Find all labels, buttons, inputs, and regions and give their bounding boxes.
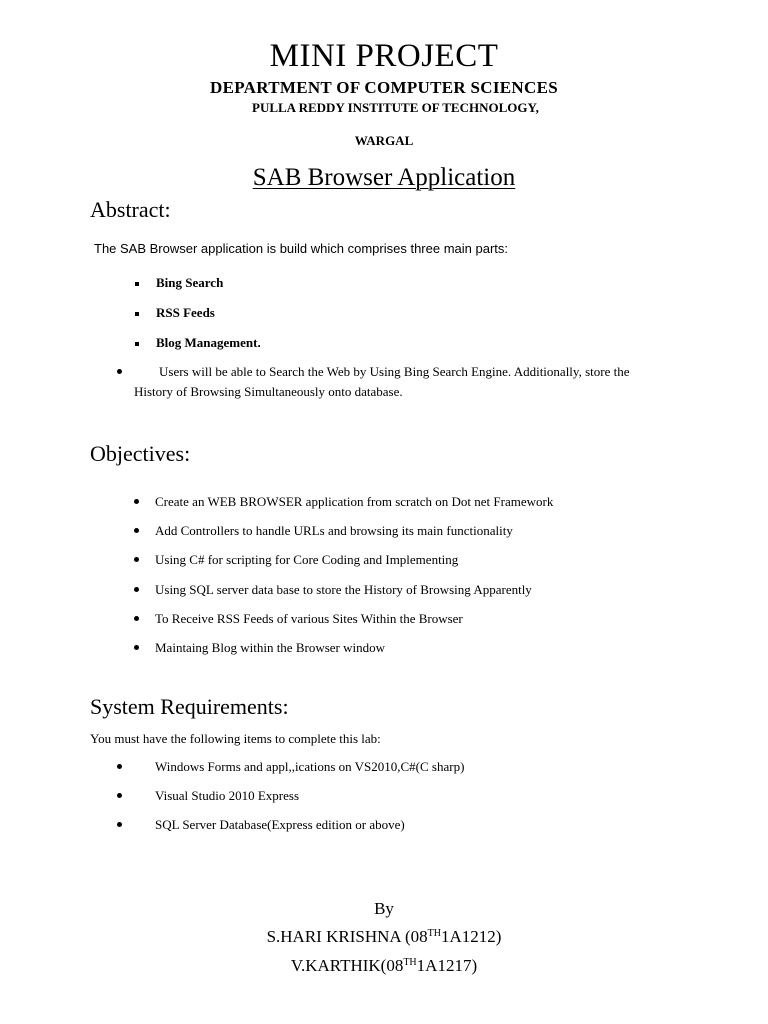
objective-item: Create an WEB BROWSER application from scratch on Dot net Framework <box>155 494 554 509</box>
square-bullet-icon <box>135 282 139 286</box>
requirement-item: Windows Forms and appl,,ications on VS2010,C#(C sharp) <box>155 759 465 774</box>
project-subtitle: SAB Browser Application <box>252 164 516 191</box>
requirement-item: SQL Server Database(Express edition or above) <box>155 817 405 832</box>
round-bullet-icon <box>134 528 139 533</box>
author-2-id: 1A1217) <box>416 956 478 975</box>
author-1-name: S.HARI KRISHNA (08 <box>266 927 428 946</box>
round-bullet-icon <box>134 587 139 592</box>
list-item: Blog Management. <box>156 335 261 350</box>
list-item: Bing Search <box>156 275 224 290</box>
round-bullet-icon <box>134 645 139 650</box>
objective-item: Using SQL server data base to store the History of Browsing Apparently <box>155 582 532 597</box>
author-2-name: V.KARTHIK(08 <box>290 956 404 975</box>
page-title: MINI PROJECT <box>269 38 499 74</box>
author-1-id: 1A1212) <box>440 927 502 946</box>
institute-name: PULLA REDDY INSTITUTE OF TECHNOLOGY, <box>252 100 539 115</box>
author-2-sup: TH <box>403 957 417 968</box>
abstract-intro: The SAB Browser application is build which comprises three main parts: <box>94 241 509 256</box>
list-item: RSS Feeds <box>156 305 215 320</box>
square-bullet-icon <box>135 312 139 316</box>
author-2 <box>0 956 768 976</box>
round-bullet-icon <box>134 557 139 562</box>
square-bullet-icon <box>135 342 139 346</box>
abstract-note-line: History of Browsing Simultaneously onto database. <box>134 384 403 399</box>
round-bullet-icon <box>117 369 122 374</box>
requirement-item: Visual Studio 2010 Express <box>155 788 300 803</box>
system-requirements-intro: You must have the following items to complete this lab: <box>90 731 381 746</box>
round-bullet-icon <box>134 616 139 621</box>
system-requirements-heading: System Requirements: <box>90 694 289 719</box>
round-bullet-icon <box>117 822 122 827</box>
objective-item: Using C# for scripting for Core Coding and Implementing <box>155 552 459 567</box>
round-bullet-icon <box>117 764 122 769</box>
abstract-note-line: Users will be able to Search the Web by Using Bing Search Engine. Additionally, store the <box>159 364 630 379</box>
round-bullet-icon <box>117 793 122 798</box>
abstract-heading: Abstract: <box>90 197 171 222</box>
author-1-sup: TH <box>427 928 441 939</box>
by-label: By <box>374 899 394 918</box>
objective-item: Maintaing Blog within the Browser window <box>155 640 386 655</box>
department-name: DEPARTMENT OF COMPUTER SCIENCES <box>210 78 558 97</box>
author-1 <box>0 927 768 947</box>
objective-item: To Receive RSS Feeds of various Sites Within the Browser <box>155 611 463 626</box>
objective-item: Add Controllers to handle URLs and browsing its main functionality <box>155 523 513 538</box>
institute-town: WARGAL <box>354 133 414 148</box>
objectives-heading: Objectives: <box>90 441 191 466</box>
round-bullet-icon <box>134 499 139 504</box>
